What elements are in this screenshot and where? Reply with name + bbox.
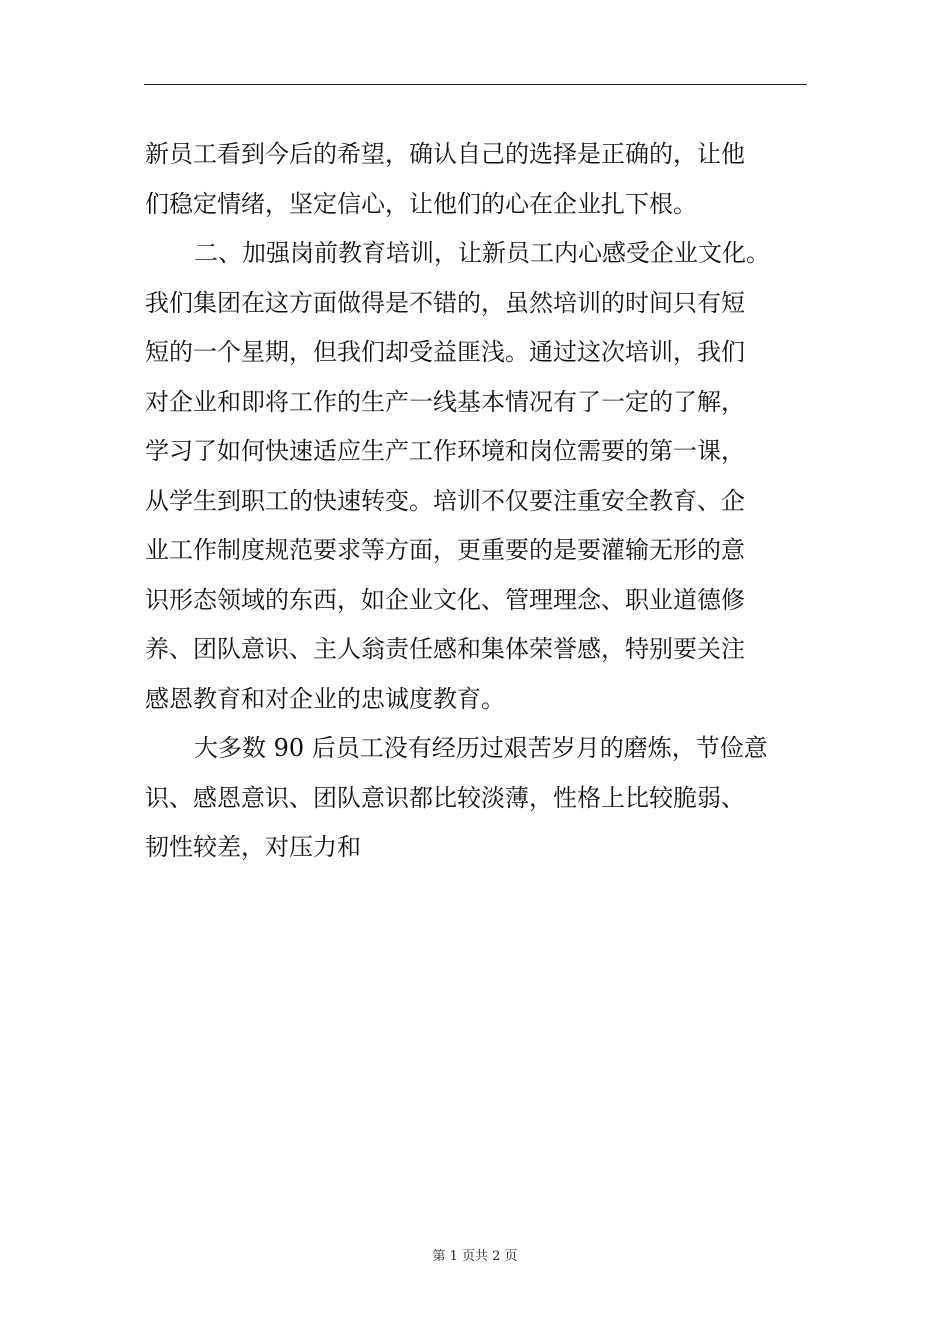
page-number-footer: 第 1 页共 2 页 [432,1249,518,1264]
text-line: 我们集团在这方面做得是不错的，虽然培训的时间只有短 [145,288,745,317]
section-heading-line: 二、加强岗前教育培训，让新员工内心感受企业文化。 [194,239,770,267]
text-line: 韧性较差，对压力和 [145,833,361,861]
text-line: 识形态领域的东西，如企业文化、管理理念、职业道德修 [145,585,745,614]
text-line: 短的一个星期，但我们却受益匪浅。通过这次培训，我们 [145,338,745,366]
text-line: 识、感恩意识、团队意识都比较淡薄，性格上比较脆弱、 [145,783,745,812]
text-line: 新员工看到今后的希望，确认自己的选择是正确的，让他 [145,140,745,168]
text-line: 对企业和即将工作的生产一线基本情况有了一定的了解， [145,387,745,416]
text-line: 学习了如何快速适应生产工作环境和岗位需要的第一课， [145,437,745,465]
text-line: 业工作制度规范要求等方面，更重要的是要灌输无形的意 [145,536,745,564]
text-line: 们稳定情绪，坚定信心，让他们的心在企业扎下根。 [145,189,697,218]
paragraph-first-line: 大多数 90 后员工没有经历过艰苦岁月的磨炼，节俭意 [194,734,768,762]
text-line: 感恩教育和对企业的忠诚度教育。 [145,684,505,713]
document-body [145,130,815,873]
header-rule [144,84,807,85]
text-line: 养、团队意识、主人翁责任感和集体荣誉感，特别要关注 [145,635,745,663]
text-line: 从学生到职工的快速转变。培训不仅要注重安全教育、企 [145,486,745,515]
